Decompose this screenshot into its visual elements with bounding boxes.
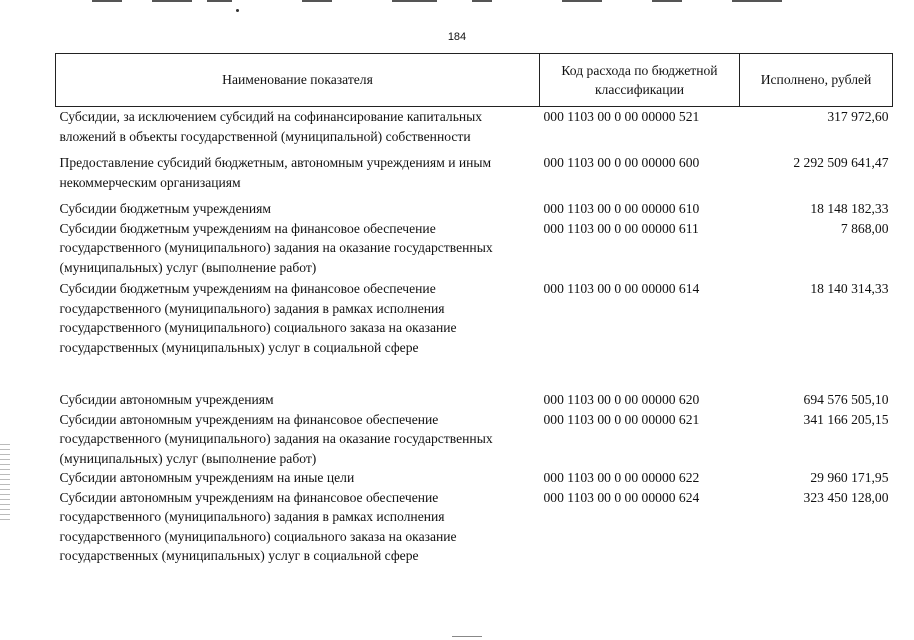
budget-code: 000 1103 00 0 00 00000 620: [543, 392, 700, 407]
indicator-name: Субсидии бюджетным учреждениям на финансовое обеспечение государственного (муниципального) задания в рамках исполнения государственного (муниципального) социального заказа на оказание государственных (муниципальных) услуг в социальной сфере: [59, 281, 457, 355]
executed-amount: 341 166 205,15: [803, 411, 889, 427]
budget-code: 000 1103 00 0 00 00000 600: [543, 155, 700, 170]
table-row: [56, 468, 893, 488]
scan-edge-specks: [0, 440, 10, 520]
budget-code: 000 1103 00 0 00 00000 611: [543, 220, 699, 236]
indicator-name: Субсидии автономным учреждениям на финансовое обеспечение государственного (муниципального) задания в рамках исполнения государственного (муниципального) социального заказа на оказание государственных (муниципальных) услуг в социальной сфере: [59, 489, 457, 563]
budget-code: 000 1103 00 0 00 00000 621: [543, 411, 700, 427]
executed-amount: 7 868,00: [840, 220, 889, 236]
executed-amount: 2 292 509 641,47: [793, 155, 889, 170]
scan-bottom-mark: [452, 636, 482, 637]
budget-code: 000 1103 00 0 00 00000 610: [543, 201, 700, 216]
executed-amount: 18 140 314,33: [810, 281, 889, 296]
table-row: [56, 410, 893, 469]
table-row: [56, 488, 893, 566]
executed-amount: 29 960 171,95: [810, 470, 889, 485]
executed-amount: 18 148 182,33: [810, 201, 889, 216]
budget-code: 000 1103 00 0 00 00000 622: [543, 470, 700, 485]
indicator-name: Субсидии автономным учреждениям на иные цели: [59, 470, 355, 485]
table-row: [56, 219, 893, 278]
budget-code: 000 1103 00 0 00 00000 521: [543, 109, 700, 124]
table-row: [56, 199, 893, 219]
indicator-name: Предоставление субсидий бюджетным, автономным учреждениям и иным некоммерческим организациям: [59, 155, 492, 190]
table-row: [56, 390, 893, 410]
executed-amount: 317 972,60: [827, 109, 889, 124]
indicator-name: Субсидии автономным учреждениям: [59, 392, 274, 407]
scan-dot-mark: [236, 9, 239, 12]
header-executed-amount: Исполнено, рублей: [740, 54, 893, 107]
indicator-name: Субсидии автономным учреждениям на финансовое обеспечение государственного (муниципального) задания на оказание государственных (муниципальных) услуг (выполнение работ): [59, 411, 493, 466]
table-row: [56, 277, 893, 390]
executed-amount: 323 450 128,00: [803, 489, 889, 505]
scan-top-edge-marks: [92, 0, 812, 3]
indicator-name: Субсидии бюджетным учреждениям на финансовое обеспечение государственного (муниципального) задания на оказание государственных (муниципальных) услуг (выполнение работ): [59, 220, 493, 275]
budget-code: 000 1103 00 0 00 00000 624: [543, 489, 700, 505]
header-indicator-name: Наименование показателя: [56, 54, 540, 107]
indicator-name: Субсидии, за исключением субсидий на софинансирование капитальных вложений в объекты государственной (муниципальной) собственности: [59, 109, 483, 144]
table-header-row: [56, 54, 893, 107]
executed-amount: 694 576 505,10: [803, 392, 889, 407]
expenditure-table: [55, 53, 893, 566]
table-row: [56, 146, 893, 199]
header-budget-code: Код расхода по бюджетной классификации: [540, 54, 740, 107]
indicator-name: Субсидии бюджетным учреждениям: [59, 201, 272, 216]
page-number: 184: [447, 31, 467, 43]
budget-code: 000 1103 00 0 00 00000 614: [543, 281, 700, 296]
table-row: [56, 107, 893, 147]
